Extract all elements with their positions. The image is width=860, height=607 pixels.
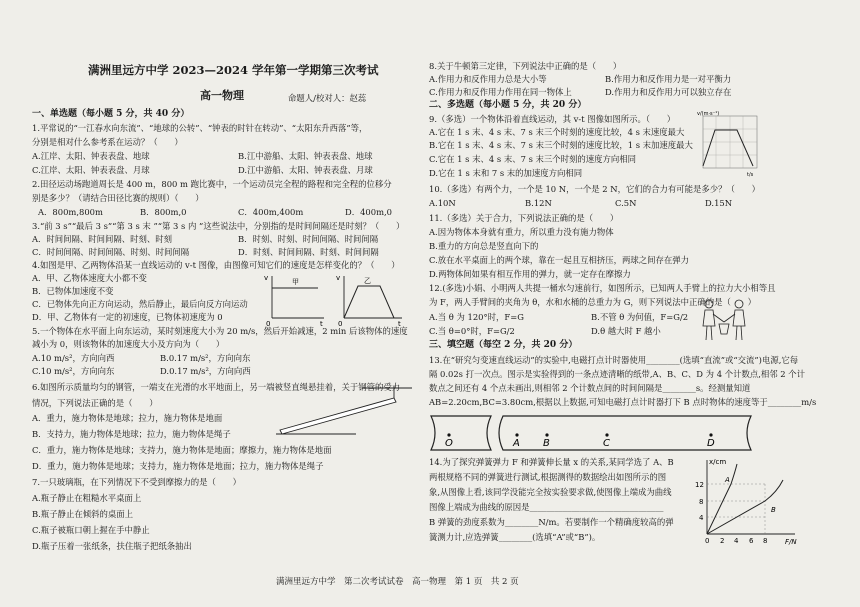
option: B.江中游船、太阳、钟表表盘、地球	[238, 151, 373, 161]
axis-label: v	[264, 274, 269, 282]
option: A.江岸、太阳、钟表表盘、地球	[32, 151, 150, 161]
option: D.它在 1 s 末和 7 s 末的加速度方向相同	[429, 168, 583, 178]
question-text: B 弹簧的劲度系数为________N/m。若要制作一个精确度较高的弹	[429, 517, 674, 527]
option: A.当 θ 为 120°时，F=G	[429, 312, 524, 322]
question-text: 8.关于牛顿第三定律，下列说法中正确的是（ ）	[429, 61, 622, 71]
question-text: 为 F，两人手臂间的夹角为 θ，水和水桶的总重力为 G，则下列说法中正确的是（ ）	[429, 297, 757, 307]
paper-tape-figure	[429, 412, 759, 454]
tape-point-label: A	[513, 438, 520, 449]
option: A.它在 1 s 末、4 s 末、7 s 末三个时刻的速度比较，4 s 末速度最大	[429, 127, 685, 137]
tick-label: 6	[749, 537, 754, 545]
left-column	[0, 0, 425, 607]
tick-label: 12	[695, 481, 704, 489]
tape-point-label: O	[445, 438, 453, 449]
question-text: 3.“前 3 s”“最后 3 s”“第 3 s 末 ”“第 3 s 内 ”这些说法中，分别指的是时间间隔还是时刻？（ ）	[32, 221, 405, 231]
option: D．重力，施力物体是地球；支持力，施力物体是地面；拉力，施力物体是绳子	[32, 461, 324, 471]
option: A．甲、乙物体速度大小都不变	[32, 273, 147, 283]
exam-title: 满洲里远方中学 2023—2024 学年第一学期第三次考试	[88, 63, 379, 77]
section-heading-1: 一、单选题（每小题 5 分，共 40 分）	[32, 109, 190, 119]
question-text: 簧测力计,应选弹簧________(选填“A”或“B”)。	[429, 532, 601, 542]
tape-point-label: B	[543, 438, 550, 449]
option: C.瓶子被瓶口朝上握在手中静止	[32, 525, 150, 535]
axis-label: x/cm	[709, 458, 727, 466]
question-text: 7.一只玻璃瓶，在下列情况下不受到摩擦力的是（ ）	[32, 477, 241, 487]
option: C.5N	[615, 198, 637, 208]
question-text: 11.（多选）关于合力，下列说法正确的是（ ）	[429, 213, 619, 223]
option: C.作用力和反作用力作用在同一物体上	[429, 87, 572, 97]
option: C．400m,400m	[238, 207, 304, 217]
axis-label: F/N	[785, 538, 797, 546]
tape-point-label: D	[707, 438, 715, 449]
option: C.当 θ=0°时，F=G/2	[429, 326, 515, 336]
option: B．已物体加速度不变	[32, 286, 114, 296]
option: A．时间间隔、时间间隔、时刻、时刻	[32, 234, 173, 244]
tick-label: 8	[763, 537, 768, 545]
page-footer: 满洲里远方中学 第二次考试试卷 高一物理 第 1 页 共 2 页	[276, 577, 519, 587]
question-text: 4.如图是甲、乙两物体沿某一直线运动的 v-t 图像，由图像可知它们的速度是怎样变化的？（ ）	[32, 260, 400, 270]
question-text: 13.在“研究匀变速直线运动”的实验中,电磁打点计时器使用________(选填“直流”或“交流”)电源,它每	[429, 355, 799, 365]
option: B.重力的方向总是竖直向下的	[429, 241, 539, 251]
series-label-a: A	[725, 476, 730, 484]
option: D.江中游船、太阳、钟表表盘、月球	[238, 165, 373, 175]
tick-label: 0	[705, 537, 710, 545]
axis-label: t/s	[747, 172, 754, 178]
option: B.12N	[525, 198, 552, 208]
option: A.因为物体本身就有重力，所以重力没有施力物体	[429, 227, 614, 237]
axis-label: t	[398, 320, 401, 328]
option: B．800m,0	[140, 207, 187, 217]
option: A.瓶子静止在粗糙水平桌面上	[32, 493, 142, 503]
curve-label: 甲	[292, 278, 299, 286]
series-label-b: B	[771, 506, 776, 514]
option: C．已物体先向正方向运动，然后静止，最后向反方向运动	[32, 299, 248, 309]
author-line: 命题人/校对人：赵蕊	[288, 93, 367, 103]
question-text: 5.一个物体在水平面上向东运动，某时刻速度大小为 20 m/s，然后开始减速，2 min 后该物体的速度	[32, 326, 408, 336]
option: D.15N	[705, 198, 733, 208]
option: B．支持力，施力物体是地球；拉力，施力物体是绳子	[32, 429, 231, 439]
right-column	[425, 0, 860, 607]
option: C.10 m/s²，方向向东	[32, 366, 115, 376]
curve-label: 乙	[364, 277, 371, 285]
option: D.θ 越大时 F 越小	[591, 326, 661, 336]
section-heading-2: 二、多选题（每小题 5 分，共 20 分）	[429, 100, 587, 110]
question-text: 分别是相对什么参考系在运动？（ ）	[32, 137, 183, 147]
question-text: 象,从图像上看,该同学没能完全按实验要求做,使图像上端成为曲线	[429, 487, 672, 497]
option: B.0.17 m/s²，方向向东	[160, 353, 251, 363]
question-text: 2.田径运动场跑道周长是 400 m，800 m 跑比赛中，一个运动员完全程的路程和完全程的位移分	[32, 179, 392, 189]
question-text: 12.(多选)小娟、小明两人共提一桶水匀速前行，如图所示，已知两人手臂上的拉力大小相等且	[429, 283, 776, 293]
option: D.两物体间如果有相互作用的弹力，就一定存在摩擦力	[429, 269, 631, 279]
steel-pipe-figure	[276, 386, 416, 438]
question-text: 6.如图所示质量均匀的钢管，一端支在光滑的水平地面上，另一端被竖直绳悬挂着，关于钢管的受力	[32, 382, 401, 392]
option: B.它在 1 s 末、4 s 末、7 s 末三个时刻的速度比较，1 s 末加速度最大	[429, 140, 693, 150]
question-text: 10.（多选）有两个力，一个是 10 N，一个是 2 N，它们的合力有可能是多少？（ ）	[429, 184, 760, 194]
vt-graph-q9	[695, 110, 765, 178]
question-text: 减小为 0，则该物体的加速度大小及方向为（ ）	[32, 339, 225, 349]
tick-label: 8	[699, 498, 704, 506]
question-text: 情况，下列说法正确的是（ ）	[32, 398, 158, 408]
option: D．甲、乙物体有一定的初速度，已物体初速度为 0	[32, 312, 223, 322]
option: B．时刻、时刻、时间间隔、时间间隔	[238, 234, 379, 244]
origin-label: 0	[266, 320, 271, 328]
question-text: 图像上端成为曲线的原因是________________________________	[429, 502, 664, 512]
question-text: 隔 0.02s 打一次点。图示是实验得到的一条点迹清晰的纸带,A、B、C、D 为 4 个计数点,相邻 2 个计	[429, 369, 806, 379]
option: D.瓶子压着一张纸条，扶住瓶子把纸条抽出	[32, 541, 192, 551]
question-text: 两根规格不同的弹簧进行测试,根据测得的数据绘出如图所示的图	[429, 472, 667, 482]
axis-label: v/(m·s⁻¹)	[697, 111, 720, 117]
option: A．重力，施力物体是地球；拉力，施力物体是地面	[32, 413, 223, 423]
option: C.放在水平桌面上的两个球，靠在一起且互相挤压，两球之间存在弹力	[429, 255, 690, 265]
tick-label: 4	[699, 514, 704, 522]
question-text: 14.为了探究弹簧弹力 F 和弹簧伸长量 x 的关系,某同学选了 A、B	[429, 457, 674, 467]
tick-label: 2	[720, 537, 725, 545]
question-text: 数点之间还有 4 个点未画出,则相邻 2 个计数点间的时间间隔是________s。经测量知道	[429, 383, 751, 393]
tick-label: 4	[734, 537, 739, 545]
axis-label: v	[336, 274, 341, 282]
option: D．400m,0	[345, 207, 393, 217]
option: A.作用力和反作用力总是大小等	[429, 74, 547, 84]
subject-title: 高一物理	[200, 89, 244, 102]
option: A.10N	[429, 198, 456, 208]
option: C．时间间隔、时间间隔、时刻、时间间隔	[32, 247, 190, 257]
option: A.10 m/s²，方向向西	[32, 353, 115, 363]
option: A．800m,800m	[38, 207, 103, 217]
two-kids-bucket-figure	[699, 298, 749, 342]
question-text: 9.（多选）一个物体沿着直线运动，其 v-t 图像如图所示。（ ）	[429, 114, 676, 124]
option: D．时刻、时间间隔、时刻、时间间隔	[238, 247, 379, 257]
section-heading-3: 三、填空题（每空 2 分，共 20 分）	[429, 340, 578, 350]
option: D.0.17 m/s²，方向向西	[160, 366, 251, 376]
option: C．重力，施力物体是地球；支持力，施力物体是地面；摩擦力，施力物体是地面	[32, 445, 332, 455]
option: C.江岸、太阳、钟表表盘、月球	[32, 165, 150, 175]
tape-point-label: C	[603, 438, 610, 449]
question-text: 1.平常说的“一江春水向东流”、“地球的公转”、“钟表的时针在转动”、“太阳东升西落”等，	[32, 123, 368, 133]
option: B.作用力和反作用力是一对平衡力	[605, 74, 732, 84]
option: B.不管 θ 为何值，F=G/2	[591, 312, 689, 322]
option: B.瓶子静止在倾斜的桌面上	[32, 509, 133, 519]
option: D.作用力和反作用力可以独立存在	[605, 87, 732, 97]
origin-label: 0	[338, 320, 343, 328]
option: C.它在 1 s 末、4 s 末、7 s 末三个时刻的速度方向相同	[429, 154, 637, 164]
question-text: 别是多少？（请结合田径比赛的规则）（ ）	[32, 193, 204, 203]
question-text: AB=2.20cm,BC=3.80cm,根据以上数据,可知电磁打点计时器打下 B 点时物体的速度等于________m/s	[429, 397, 817, 407]
axis-label: t	[320, 320, 323, 328]
spring-graph-q14	[691, 456, 801, 546]
vt-graph-q4	[262, 272, 412, 328]
